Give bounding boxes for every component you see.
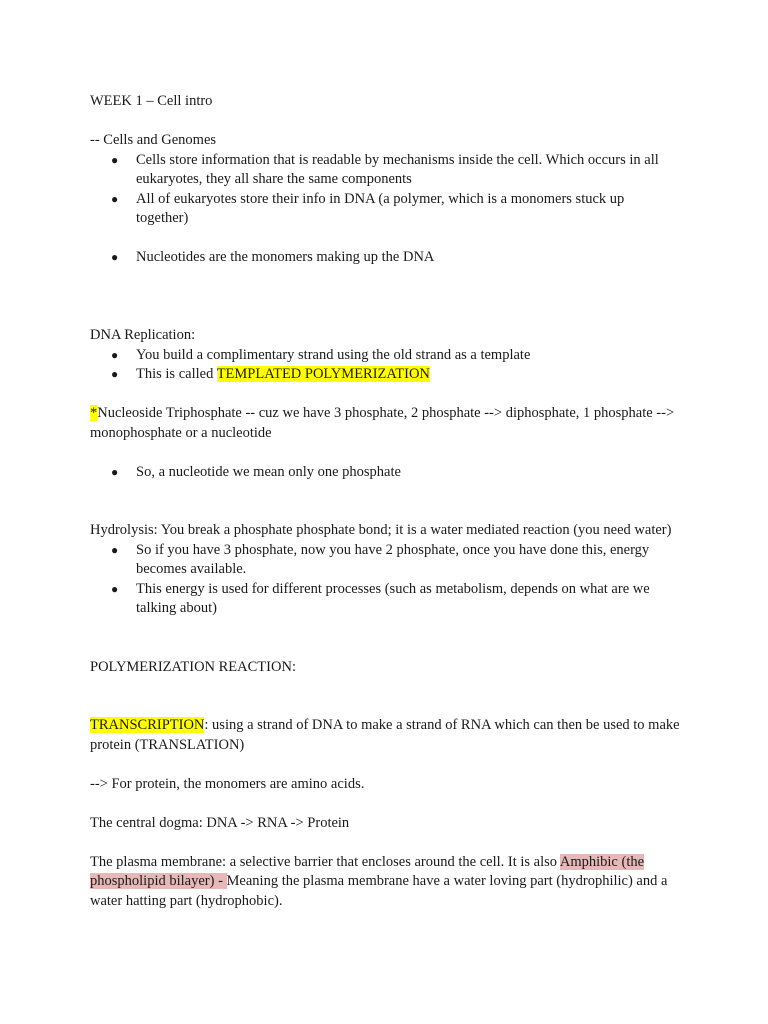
bullet-icon: ● <box>111 250 119 264</box>
dna-replication-heading: DNA Replication: <box>90 327 196 343</box>
list-item: ● All of eukaryotes store their info in DNA (a polymer, which is a monomers stuck up together) <box>111 190 625 226</box>
cells-genomes-heading: -- Cells and Genomes <box>90 132 217 148</box>
hydrolysis-list <box>90 541 680 619</box>
nucleoside-list <box>90 463 680 483</box>
list-item: ● Nucleotides are the monomers making up the DNA <box>90 248 680 268</box>
cells-genomes-list <box>90 151 680 229</box>
bullet-icon: ● <box>111 152 119 167</box>
document-page <box>90 92 680 911</box>
polymerization-heading: POLYMERIZATION REACTION: <box>90 658 296 675</box>
central-dogma: The central dogma: DNA -> RNA -> Protein <box>90 814 350 831</box>
amphibic-highlight: Amphibic (the phospholipid bilayer) - <box>90 853 645 889</box>
transcription-highlight: TRANSCRIPTION <box>90 717 205 733</box>
bullet-icon: ● <box>111 191 119 206</box>
star-highlight: * <box>90 405 98 421</box>
hydrolysis-paragraph: Hydrolysis: You break a phosphate phosphate bond; it is a water mediated reaction (you need water) <box>90 522 672 538</box>
list-item: ● You build a complimentary strand using the old strand as a template <box>90 346 680 366</box>
week-title: WEEK 1 – Cell intro <box>90 93 213 109</box>
list-item: ● This is called TEMPLATED POLYMERIZATION <box>90 365 680 385</box>
protein-note: --> For protein, the monomers are amino acids. <box>90 775 365 792</box>
plasma-membrane-paragraph: The plasma membrane: a selective barrier that encloses around the cell. It is also Amphibic (the phospholipid bilayer) - Meaning the plasma membrane have a water loving part (hydrophilic) and a water hatting part (hydrophobic). <box>90 853 668 909</box>
bullet-icon: ● <box>111 464 119 479</box>
list-item: ● This energy is used for different processes (such as metabolism, depends on what are we talking about) <box>111 580 650 616</box>
nucleoside-paragraph: *Nucleoside Triphosphate -- cuz we have 3 phosphate, 2 phosphate --> diphosphate, 1 phosphate --> monophosphate or a nucleotide <box>90 405 675 441</box>
bullet-icon: ● <box>111 581 119 596</box>
bullet-icon: ● <box>111 542 119 557</box>
cells-genomes-list-2 <box>90 248 680 268</box>
list-item: ● So if you have 3 phosphate, now you have 2 phosphate, once you have done this, energy becomes available. <box>111 541 650 577</box>
list-item: ● Cells store information that is readable by mechanisms inside the cell. Which occurs in all eukaryotes, they all share the same components <box>111 151 659 187</box>
dna-replication-list <box>90 346 680 385</box>
bullet-icon: ● <box>111 347 119 362</box>
bullet-icon: ● <box>111 367 119 381</box>
transcription-paragraph: TRANSCRIPTION: using a strand of DNA to make a strand of RNA which can then be used to make protein (TRANSLATION) <box>90 717 680 753</box>
list-item: ● So, a nucleotide we mean only one phosphate <box>90 463 680 483</box>
templated-polymerization-highlight: TEMPLATED POLYMERIZATION <box>216 366 430 382</box>
